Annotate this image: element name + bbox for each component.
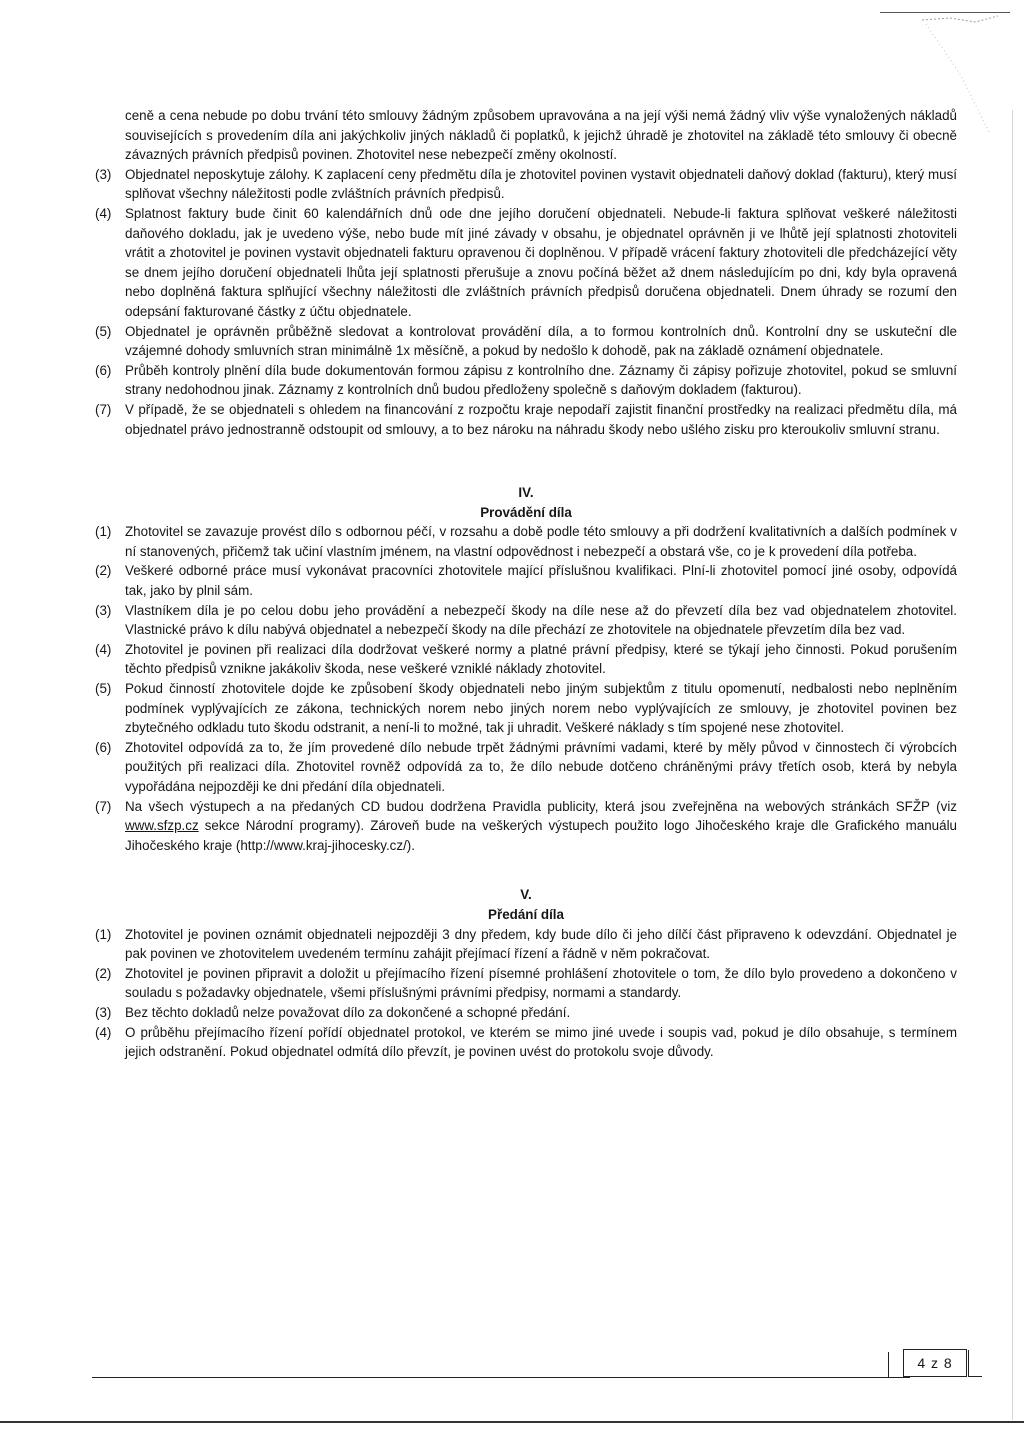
article-5-clauses [95, 925, 957, 1062]
bottom-scan-line [0, 1421, 1024, 1423]
sfzp-link[interactable]: www.sfzp.cz [125, 818, 199, 834]
clause-4-6 [95, 738, 957, 797]
clause-number: (4) [95, 1024, 112, 1040]
clause-text-part-1: Na všech výstupech a na předaných CD budou dodržena Pravidla publicity, která jsou zveřejněna na webových stránkách SFŽP (viz [125, 798, 957, 814]
clause-5-3 [95, 1003, 957, 1023]
clause-text: V případě, že se objednateli s ohledem na financování z rozpočtu kraje nepodaří zajistit finanční prostředky na realizaci předmětu díla, má objednatel právo jednostranně odstoupit od smlouvy, a to bez nároku na náhradu škody nebo ušlého zisku pro kteroukoliv smluvní stranu. [125, 401, 957, 437]
clause-text: Objednatel neposkytuje zálohy. K zaplacení ceny předmětu díla je zhotovitel povinen vystavit objednateli daňový doklad (fakturu), který musí splňovat všechny náležitosti podle zvláštních právních předpisů. [125, 166, 957, 202]
clause-4-7 [95, 797, 957, 856]
footer-rule [92, 1377, 910, 1378]
clause-text: O průběhu přejímacího řízení pořídí objednatel protokol, ve kterém se mimo jiné uvede i soupis vad, pokud je dílo obsahuje, s termínem jejich odstranění. Pokud objednatel odmítá dílo převzít, je povinen uvést do protokolu svoje důvody. [125, 1024, 957, 1060]
clause-text: Zhotovitel je povinen při realizaci díla dodržovat veškeré normy a platné právní předpisy, které se týkají jeho činnosti. Pokud porušením těchto předpisů vznikne jakákoliv škoda, nese veškeré vzniklé náklady zhotovitel. [125, 641, 957, 677]
clause-text: Pokud činností zhotovitele dojde ke způsobení škody objednateli nebo jiným subjektům z titulu opomenutí, nedbalosti nebo neplněním podmínek vyplývajících ze zákona, technických norem nebo jiných norem nebo vyplývajících ze smlouvy, je zhotovitel povinen bez zbytečného odkladu tuto škodu odstranit, a není-li to možné, tak ji uhradit. Veškeré náklady s tím spojené nese zhotovitel. [125, 681, 957, 736]
article-4-clauses [95, 522, 957, 855]
page-number: 4 z 8 [903, 1349, 967, 1377]
clause-4-1 [95, 522, 957, 561]
clause-4-5 [95, 679, 957, 738]
clause-4-2 [95, 561, 957, 600]
clause-number: (4) [95, 205, 112, 221]
clause-number: (6) [95, 739, 112, 755]
clause-number: (3) [95, 1004, 112, 1020]
clause-text: Zhotovitel se zavazuje provést dílo s odbornou péčí, v rozsahu a době podle této smlouvy a při dodržení kvalitativních a dalších podmínek v ní stanovených, přičemž tak učiní vlastním jménem, na vlastní odpovědnost i nebezpečí a obstará vše, co je k provedení díla potřeba. [125, 524, 957, 559]
clause-5-2 [95, 964, 957, 1003]
clause-3-5 [95, 322, 957, 361]
clause-text: Průběh kontroly plnění díla bude dokumentován formou zápisu z kontrolního dne. Záznamy či zápisy pořizuje zhotovitel, pokud se smluvní strany nedohodnou jinak. Záznamy z kontrolních dnů budou předloženy společně s daňovým dokladem (fakturou). [125, 362, 957, 398]
clause-4-4 [95, 640, 957, 679]
clause-number: (5) [95, 323, 112, 339]
clause-5-1 [95, 925, 957, 964]
clause-3-7 [95, 400, 957, 439]
clause-text: Bez těchto dokladů nelze považovat dílo za dokončené a schopné předání. [125, 1004, 571, 1020]
top-rule [880, 12, 1010, 13]
clause-3-3 [95, 165, 957, 204]
clause-3-6 [95, 361, 957, 400]
clause-text: Zhotovitel je povinen připravit a doložit u přejímacího řízení písemné prohlášení zhotovitele o tom, že dílo bylo provedeno a dokončeno v souladu s požadavky objednatele, všemi příslušnými právními předpisy, normami a standardy. [125, 965, 957, 1001]
clause-number: (7) [95, 401, 112, 417]
clause-text: Zhotovitel je povinen oznámit objednateli nejpozději 3 dny předem, kdy bude dílo či jeho dílčí část připraveno k odevzdání. Objednatel je pak povinen ve zhotovitelem uvedeném termínu zahájit přejímací řízení a řádně v něm pokračovat. [125, 926, 957, 962]
clause-text: Zhotovitel odpovídá za to, že jím provedené dílo nebude trpět žádnými právními vadami, které by měly původ v činnostech či výrobcích použitých při realizaci díla. Zhotovitel rovněž odpovídá za to, že dílo nebude dotčeno chráněnými právy třetích osob, která by nebyla vypořádána nejpozději ke dni předání díla objednateli. [125, 739, 957, 794]
scan-edge-line [1012, 110, 1013, 1420]
clause-5-4 [95, 1023, 957, 1062]
clause-text: Objednatel je oprávněn průběžně sledovat a kontrolovat provádění díla, a to formou kontrolních dnů. Kontrolní dny se uskuteční dle vzájemné dohody smluvních stran minimálně 1x měsíčně, a pokud by nedošlo k dohodě, pak na základě oznámení objednatele. [125, 323, 957, 359]
footer-corner-horizontal [968, 1376, 982, 1377]
article-3-clauses [95, 165, 957, 439]
clause-number: (3) [95, 166, 112, 182]
clause-3-4 [95, 204, 957, 322]
clause-text: Splatnost faktury bude činit 60 kalendářních dnů ode dne jejího doručení objednateli. Nebude-li faktura splňovat veškeré náležitosti daňového dokladu, jak je uvedeno výše, nebo bude mít jiné závady v obsahu, je objednatel oprávněn ji ve lhůtě její splatnosti zhotoviteli vrátit a zhotovitel je povinen vystavit objednateli fakturu opravenou či doplněnou. V případě vrácení faktury zhotoviteli dle předcházející věty se dnem jejího doručení objednateli lhůta její splatnosti přerušuje a znovu počíná běžet až dnem následujícím po dni, kdy byla opravená nebo doplněná faktura splňující všechny náležitosti dle zvláštních právních předpisů doručena objednateli. Dnem úhrady se rozumí den odepsání fakturované částky z účtu objednatele. [125, 205, 957, 319]
footer-corner-vertical [968, 1350, 969, 1376]
clause-text-part-2: sekce Národní programy). Zároveň bude na veškerých výstupech použito logo Jihočeského kraje dle Grafického manuálu Jihočeského kraje (http://www.kraj-jihocesky.cz/). [125, 818, 957, 853]
clause-text: Veškeré odborné práce musí vykonávat pracovníci zhotovitele mající příslušnou kvalifikaci. Plní-li zhotovitel pomocí jiné osoby, odpovídá tak, jako by plnil sám. [125, 563, 957, 599]
clause-number: (6) [95, 362, 112, 378]
clause-number: (1) [95, 926, 112, 942]
clause-number: (2) [95, 965, 112, 981]
clause-number: (4) [95, 641, 112, 657]
clause-number: (2) [95, 563, 112, 579]
clause-number: (7) [95, 798, 112, 814]
section-4-number: IV. [518, 485, 534, 501]
section-5-number: V. [520, 887, 532, 903]
section-5-title: Předání díla [488, 906, 564, 922]
document-body [95, 106, 957, 1062]
footer-tick [888, 1352, 889, 1378]
section-4-title: Provádění díla [480, 504, 572, 520]
clause-number: (5) [95, 681, 112, 697]
clause-4-3 [95, 601, 957, 640]
clause-text: Vlastníkem díla je po celou dobu jeho provádění a nebezpečí škody na díle nese až do převzetí díla bez vad objednatelem zhotovitel. Vlastnické právo k dílu nabývá objednatel a nebezpečí škody na díle přechází ze zhotovitele na objednatele převzetím díla bez vad. [125, 602, 957, 638]
intro-paragraph: ceně a cena nebude po dobu trvání této smlouvy žádným způsobem upravována a na její výši nemá žádný vliv výše vynaložených nákladů souvisejících s provedením díla ani jakýchkoliv jiných nákladů či poplatků, k jejichž úhradě je zhotovitel na základě této smlouvy či obecně závazných právních předpisů povinen. Zhotovitel nese nebezpečí změny okolností. [125, 108, 957, 163]
clause-number: (3) [95, 602, 112, 618]
clause-number: (1) [95, 524, 112, 540]
